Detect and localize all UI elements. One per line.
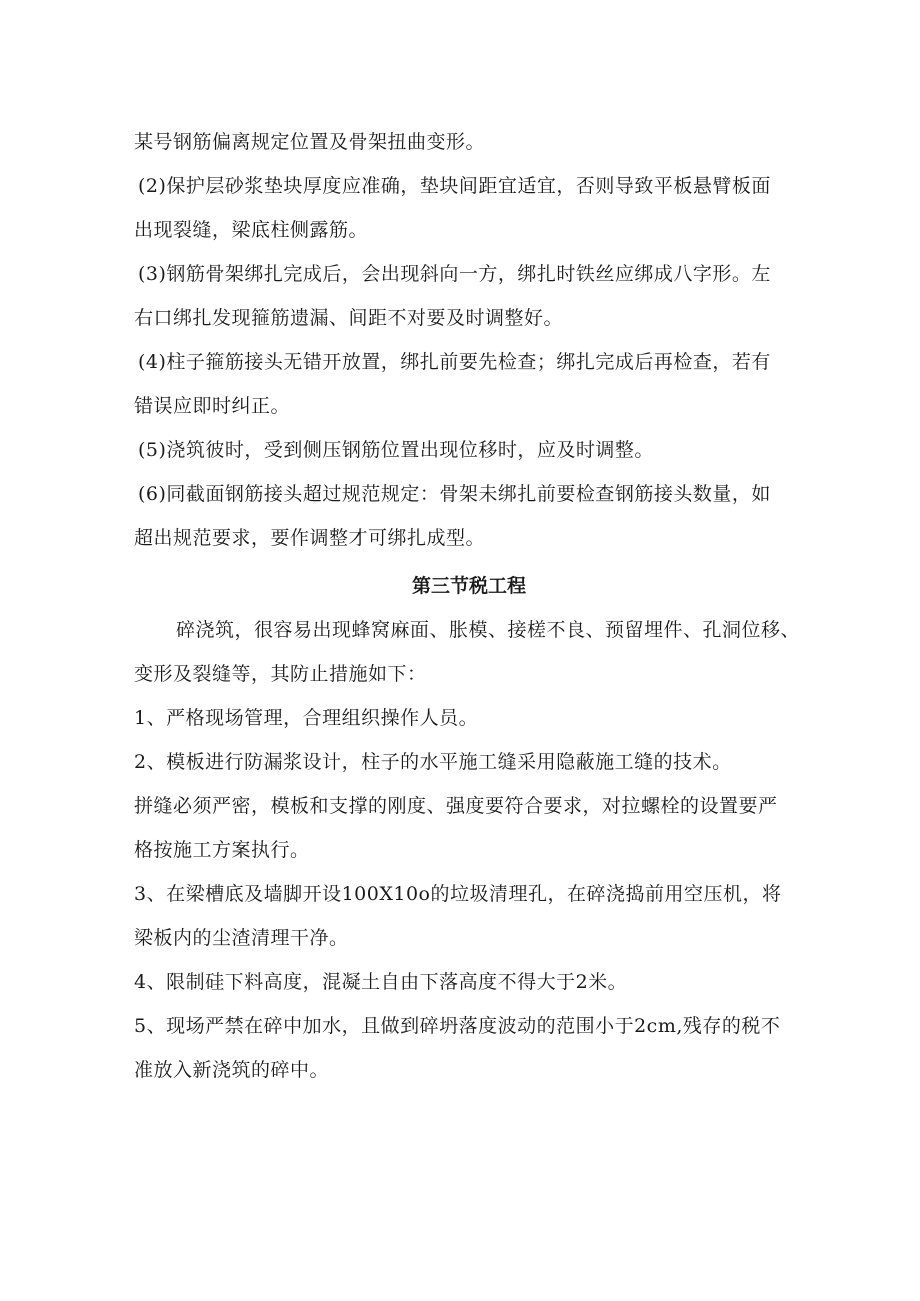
text-line: 碎浇筑，很容易出现蜂窝麻面、胀模、接槎不良、预留埋件、孔洞位移、 <box>176 619 801 641</box>
text-line: (2)保护层砂浆垫块厚度应准确，垫块间距宜适宜，否则导致平板悬臂板面 <box>138 175 771 197</box>
text-line: 3、在梁槽底及墙脚开设100X10o的垃圾清理孔，在碎浇捣前用空压机，将 <box>134 883 782 905</box>
section-heading: 第三节税工程 <box>411 575 526 597</box>
top-text-block <box>134 120 804 560</box>
text-line: 超出规范要求，要作调整才可绑扎成型。 <box>134 527 486 549</box>
text-line: (4)柱子箍筋接头无错开放置，绑扎前要先检查；绑扎完成后再检查，若有 <box>138 351 771 373</box>
text-line: 准放入新浇筑的碎中。 <box>134 1059 330 1081</box>
text-line: 出现裂缝，梁底柱侧露筋。 <box>134 219 369 241</box>
text-line: 右口绑扎发现箍筋遗漏、间距不对要及时调整好。 <box>134 307 564 329</box>
document-body <box>134 120 804 1092</box>
text-line: 格按施工方案执行。 <box>134 839 310 861</box>
bottom-text-block <box>134 608 804 1092</box>
text-line: 错误应即时纠正。 <box>134 395 291 417</box>
text-line: 4、限制硅下料高度，混凝土自由下落高度不得大于2米。 <box>134 971 628 993</box>
text-line: 5、现场严禁在碎中加水，且做到碎坍落度波动的范围小于2cm,残存的税不 <box>134 1015 781 1037</box>
text-line: 梁板内的尘渣清理干净。 <box>134 927 349 949</box>
text-line: 1、严格现场管理，合理组织操作人员。 <box>134 707 479 729</box>
text-line: 某号钢筋偏离规定位置及骨架扭曲变形。 <box>134 131 486 153</box>
text-line: (5)浇筑彼时，受到侧压钢筋位置出现位移时，应及时调整。 <box>138 439 654 461</box>
text-line: (6)同截面钢筋接头超过规范规定：骨架未绑扎前要检查钢筋接头数量，如 <box>138 483 771 505</box>
text-line: 变形及裂缝等，其防止措施如下： <box>134 663 427 685</box>
text-line: 拼缝必须严密，模板和支撑的刚度、强度要符合要求，对拉螺栓的设置要严 <box>134 795 778 817</box>
text-line: 2、模板进行防漏浆设计，柱子的水平施工缝采用隐蔽施工缝的技术。 <box>134 751 732 773</box>
text-line: (3)钢筋骨架绑扎完成后，会出现斜向一方，绑扎时铁丝应绑成八字形。左 <box>138 263 771 285</box>
